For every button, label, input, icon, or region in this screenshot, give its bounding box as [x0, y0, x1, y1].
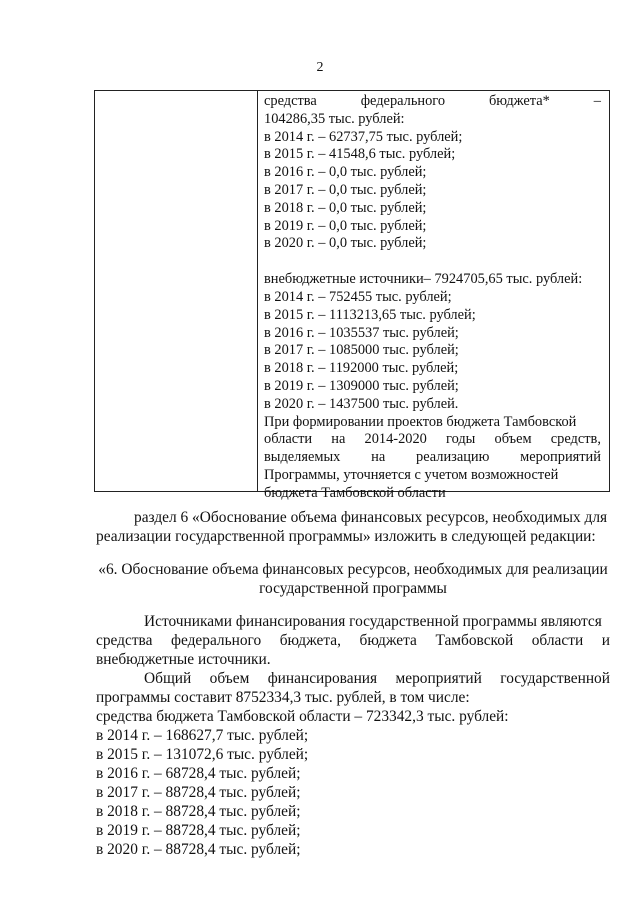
extrabudget-year-line: в 2015 г. – 1113213,65 тыс. рублей; [264, 306, 476, 323]
word: на [371, 449, 386, 466]
word: бюджета [359, 632, 417, 649]
table-left-cell [95, 91, 258, 491]
regional-year-line: в 2020 г. – 88728,4 тыс. рублей; [96, 841, 301, 858]
word: области [531, 632, 584, 649]
heading-line: государственной программы [259, 580, 447, 597]
budget-note-line [264, 449, 601, 467]
spacer [264, 253, 601, 271]
extrabudget-year-line: в 2018 г. – 1192000 тыс. рублей; [264, 360, 459, 377]
extrabudget-year-line: в 2016 г. – 1035537 тыс. рублей; [264, 324, 459, 341]
extrabudget-total: внебюджетные источники– 7924705,65 тыс. рублей: [264, 271, 583, 288]
word: бюджета, [279, 632, 341, 649]
federal-year-line: в 2015 г. – 41548,6 тыс. рублей; [264, 146, 456, 163]
page-number: 2 [316, 60, 324, 75]
budget-note-line [264, 431, 601, 449]
federal-budget-header [264, 93, 601, 111]
financing-table [94, 90, 610, 501]
paragraph-line: программы составит 8752334,3 тыс. рублей, в том числе: [96, 689, 470, 706]
word: и [601, 632, 610, 649]
federal-year-line: в 2018 г. – 0,0 тыс. рублей; [264, 199, 427, 216]
federal-year-line: в 2019 г. – 0,0 тыс. рублей; [264, 217, 427, 234]
extrabudget-year-line: в 2014 г. – 752455 тыс. рублей; [264, 288, 452, 305]
section-heading [96, 560, 610, 598]
word: мероприятий [520, 449, 601, 466]
regional-budget-total: средства бюджета Тамбовской области – 723342,3 тыс. рублей: [96, 708, 509, 725]
extrabudget-year-line: в 2019 г. – 1309000 тыс. рублей; [264, 377, 459, 394]
word: бюджета* [488, 93, 550, 109]
word: Тамбовской [435, 632, 514, 649]
federal-year-line: в 2020 г. – 0,0 тыс. рублей; [264, 235, 427, 252]
word: государственной [500, 670, 610, 687]
word: средства [96, 632, 153, 649]
word: 2014-2020 [364, 431, 427, 448]
paragraph-line: Источниками финансирования государственной программы являются [144, 613, 602, 630]
federal-year-line: в 2017 г. – 0,0 тыс. рублей; [264, 181, 427, 198]
word: – [593, 93, 601, 109]
regional-year-line: в 2016 г. – 68728,4 тыс. рублей; [96, 765, 301, 782]
extrabudget-year-line: в 2020 г. – 1437500 тыс. рублей. [264, 395, 459, 412]
word: реализацию [416, 449, 490, 466]
regional-year-line: в 2017 г. – 88728,4 тыс. рублей; [96, 784, 301, 801]
section-intro [96, 508, 610, 546]
federal-year-line: в 2016 г. – 0,0 тыс. рублей; [264, 164, 427, 181]
intro-line: реализации государственной программы» изложить в следующей редакции: [96, 528, 596, 545]
body-text [96, 612, 610, 859]
word: объем [494, 431, 532, 448]
federal-budget-total: 104286,35 тыс. рублей: [264, 110, 405, 127]
regional-year-line: в 2019 г. – 88728,4 тыс. рублей; [96, 822, 301, 839]
word: мероприятий [395, 670, 482, 687]
word: финансирования [267, 670, 378, 687]
table-right-cell [264, 93, 601, 503]
word: выделяемых [264, 449, 341, 466]
word: на [331, 431, 346, 448]
regional-year-line: в 2014 г. – 168627,7 тыс. рублей; [96, 727, 309, 744]
intro-line: раздел 6 «Обоснование объема финансовых ресурсов, необходимых для [134, 509, 608, 526]
heading-line: «6. Обоснование объема финансовых ресурсов, необходимых для реализации [98, 561, 608, 578]
word: средств, [550, 431, 601, 448]
paragraph-line [96, 669, 610, 688]
paragraph-line: внебюджетные источники. [96, 651, 271, 668]
budget-note-line: бюджета Тамбовской области [264, 484, 446, 501]
word: федерального [170, 632, 262, 649]
word: объем [209, 670, 250, 687]
word: федерального [360, 93, 446, 109]
word: области [264, 431, 313, 448]
word: годы [446, 431, 476, 448]
budget-note-line: При формировании проектов бюджета Тамбовской [264, 413, 577, 430]
regional-year-line: в 2015 г. – 131072,6 тыс. рублей; [96, 746, 309, 763]
word: средства [264, 93, 317, 109]
paragraph-line [96, 631, 610, 650]
word: Общий [144, 670, 192, 687]
federal-year-line: в 2014 г. – 62737,75 тыс. рублей; [264, 128, 463, 145]
regional-year-line: в 2018 г. – 88728,4 тыс. рублей; [96, 803, 301, 820]
extrabudget-year-line: в 2017 г. – 1085000 тыс. рублей; [264, 342, 459, 359]
budget-note-line: Программы, уточняется с учетом возможностей [264, 466, 559, 483]
